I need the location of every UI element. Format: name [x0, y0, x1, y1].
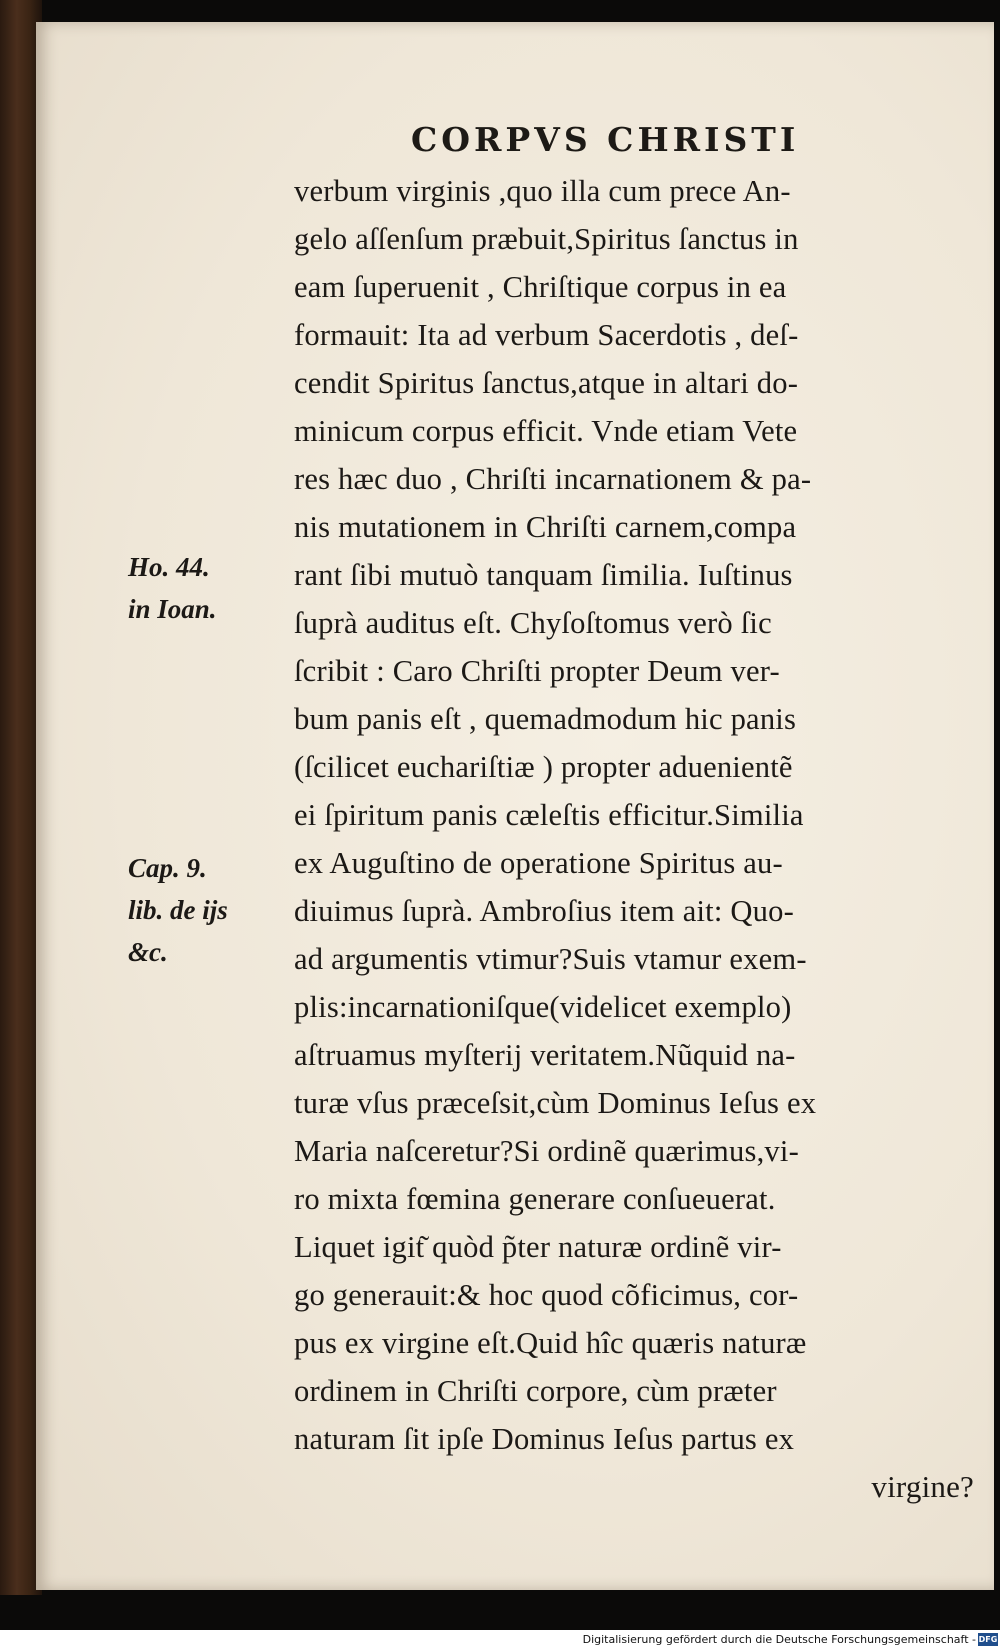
text-line: plis:incarnationiſque(videlicet exemplo) — [294, 989, 792, 1024]
text-line: ro mixta fœmina generare conſueuerat. — [294, 1181, 776, 1216]
text-line: ex Auguſtino de operatione Spiritus au- — [294, 845, 783, 880]
book-page — [36, 22, 994, 1590]
text-line: naturam ſit ipſe Dominus Ieſus partus ex — [294, 1421, 795, 1456]
text-line: nis mutationem in Chriſti carnem,compa — [294, 509, 797, 544]
text-line: (ſcilicet euchariſtiæ ) propter aduenientẽ — [294, 749, 793, 784]
text-line: gelo aſſenſum præbuit,Spiritus ſanctus in — [294, 221, 799, 256]
text-line: Liquet igit͂ quòd p̃ter naturæ ordinẽ vir- — [294, 1229, 782, 1264]
text-line: ad argumentis vtimur?Suis vtamur exem- — [294, 941, 807, 976]
margin-note-cap-line3: &c. — [128, 937, 168, 967]
catchword: virgine? — [871, 1469, 974, 1504]
text-line: rant ſibi mutuò tanquam ſimilia. Iuſtinus — [294, 557, 793, 592]
text-line: verbum virginis ,quo illa cum prece An- — [294, 173, 791, 208]
footer-bar — [0, 1630, 1000, 1650]
text-line: cendit Spiritus ſanctus,atque in altari do- — [294, 365, 799, 400]
text-line: formauit: Ita ad verbum Sacerdotis , deſ- — [294, 317, 799, 352]
margin-note-homily-line1: Ho. 44. — [128, 552, 210, 582]
text-line: ei ſpiritum panis cæleſtis efficitur.Similia — [294, 797, 804, 832]
running-head: CORPVS CHRISTI — [411, 120, 800, 159]
margin-note-homily-line2: in Ioan. — [128, 594, 217, 624]
text-line: diuimus ſuprà. Ambroſius item ait: Quo- — [294, 893, 794, 928]
text-line: bum panis eſt , quemadmodum hic panis — [294, 701, 797, 736]
margin-note-cap-line1: Cap. 9. — [128, 853, 207, 883]
dfg-logo: DFG — [978, 1635, 998, 1644]
text-line: ordinem in Chriſti corpore, cùm præter — [294, 1373, 777, 1408]
margin-note-cap-line2: lib. de ijs — [128, 895, 228, 925]
text-line: go generauit:& hoc quod cõficimus, cor- — [294, 1277, 799, 1312]
text-line: pus ex virgine eſt.Quid hîc quæris naturæ — [294, 1325, 807, 1360]
text-line: minicum corpus efficit. Vnde etiam Vete — [294, 413, 798, 448]
footer-credit: Digitalisierung gefördert durch die Deutsche Forschungsgemeinschaft - — [582, 1633, 976, 1646]
text-line: eam ſuperuenit , Chriſtique corpus in ea — [294, 269, 787, 304]
text-block — [294, 167, 994, 1511]
text-line: Maria naſceretur?Si ordinẽ quærimus,vi- — [294, 1133, 799, 1168]
text-line: ſuprà auditus eſt. Chyſoſtomus verò ſic — [294, 605, 772, 640]
text-line: ſcribit : Caro Chriſti propter Deum ver- — [294, 653, 780, 688]
text-line: turæ vſus præceſsit,cùm Dominus Ieſus ex — [294, 1085, 817, 1120]
text-line: aſtruamus myſterij veritatem.Nũquid na- — [294, 1037, 796, 1072]
text-line: res hæc duo , Chriſti incarnationem & pa- — [294, 461, 812, 496]
